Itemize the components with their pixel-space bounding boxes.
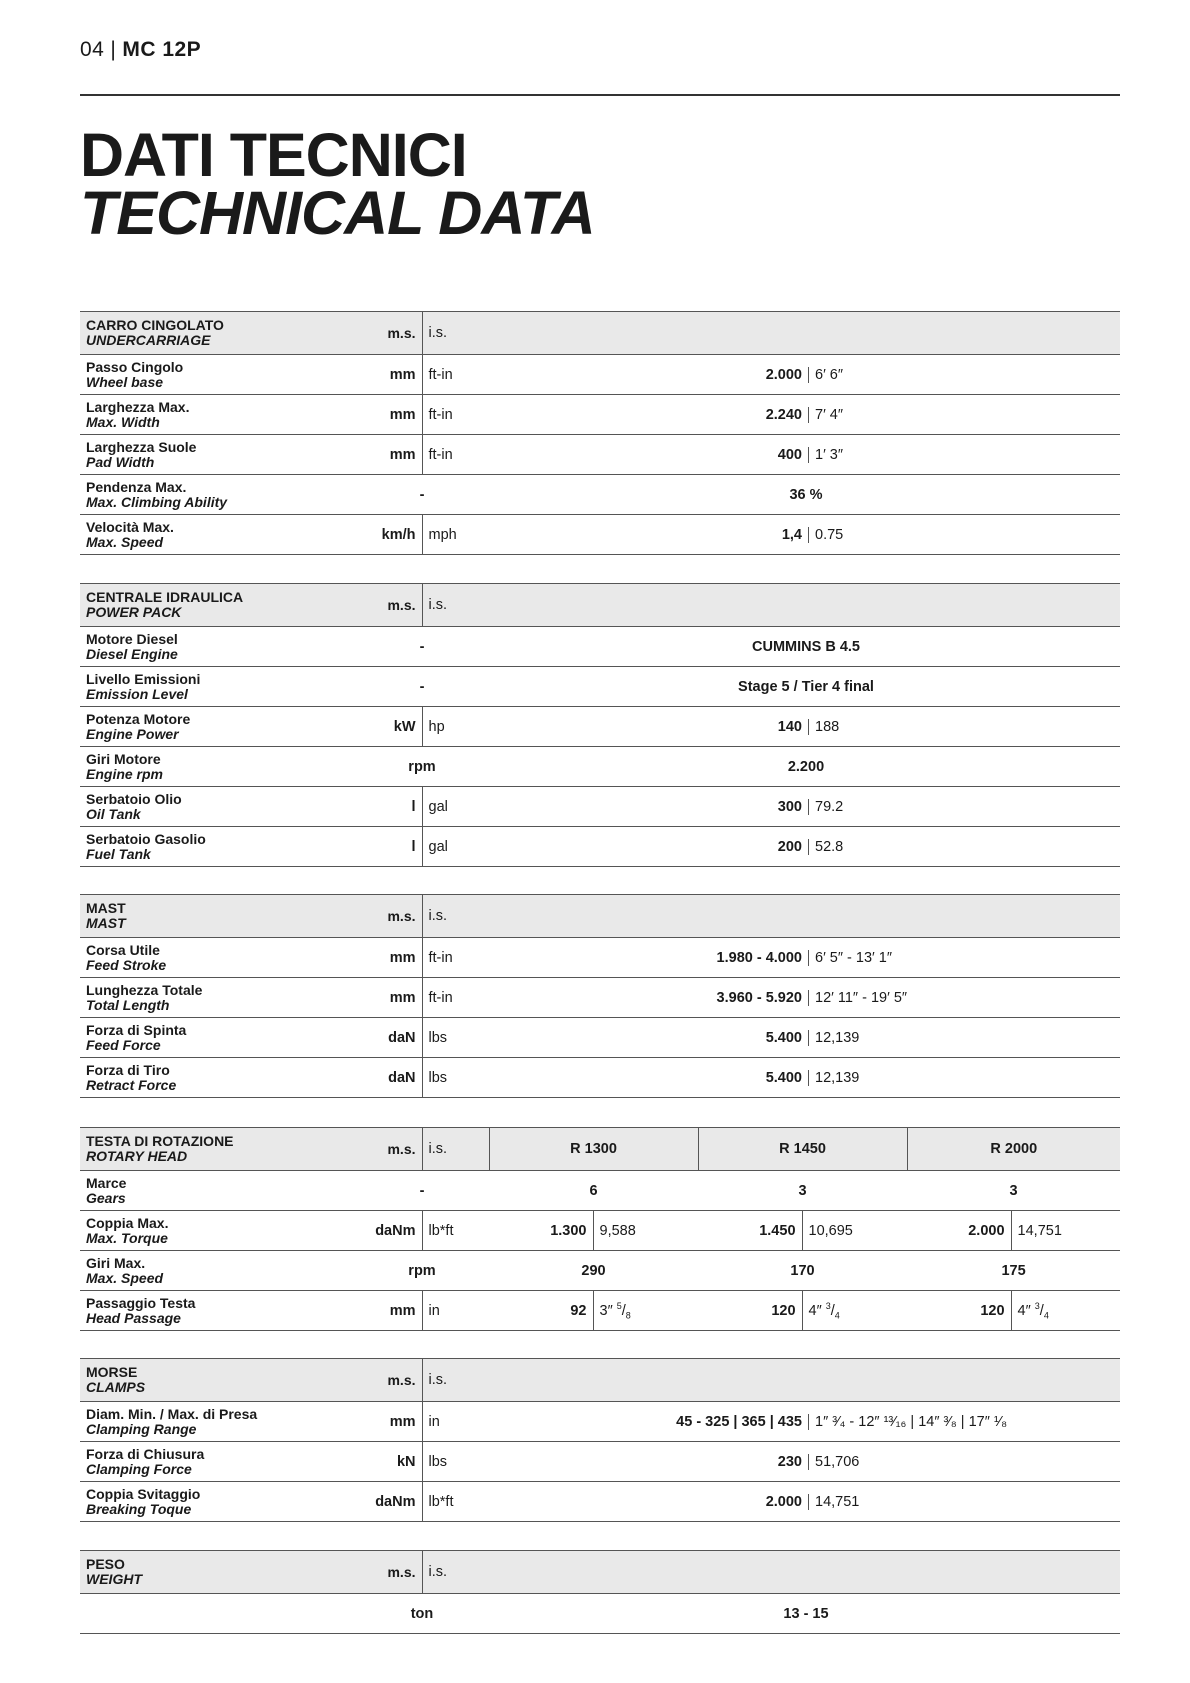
table-row: Velocità Max. Max. Speed km/h mph 1,4 0.75 (80, 515, 1120, 555)
rotary-head-table (80, 1127, 1120, 1331)
header-separator: | (110, 38, 117, 61)
table-row: Pendenza Max. Max. Climbing Ability - 36 % (80, 475, 1120, 515)
rotary-head-section (80, 1127, 1120, 1331)
section-title: PESO WEIGHT (80, 1551, 340, 1594)
table-row: Forza di Spinta Feed Force daN lbs 5.400 12,139 (80, 1018, 1120, 1058)
power-pack-section (80, 583, 1120, 867)
table-row: Diam. Min. / Max. di Presa Clamping Range mm in 45 - 325 | 365 | 435 1″ ³⁄₄ - 12″ ¹³⁄₁₆ | 14″ ³⁄₈ | 17″ ¹⁄₈ (80, 1402, 1120, 1442)
table-row: Larghezza Max. Max. Width mm ft-in 2.240 7′ 4″ (80, 395, 1120, 435)
section-header: MAST MAST m.s. i.s. (80, 895, 1120, 938)
table-row: Forza di Tiro Retract Force daN lbs 5.400 12,139 (80, 1058, 1120, 1098)
page-title (80, 121, 595, 247)
section-title: MAST MAST (80, 895, 340, 938)
undercarriage-section (80, 311, 1120, 555)
section-header: TESTA DI ROTAZIONE ROTARY HEAD m.s. i.s. R 1300 R 1450 R 2000 (80, 1128, 1120, 1171)
table-row: Serbatoio Olio Oil Tank l gal 300 79.2 (80, 787, 1120, 827)
section-title: CARRO CINGOLATO UNDERCARRIAGE (80, 312, 340, 355)
table-row: Giri Motore Engine rpm rpm 2.200 (80, 747, 1120, 787)
model-r1450: R 1450 (698, 1128, 907, 1171)
table-row: Larghezza Suole Pad Width mm ft-in 400 1′ 3″ (80, 435, 1120, 475)
table-row: Livello Emissioni Emission Level - Stage 5 / Tier 4 final (80, 667, 1120, 707)
mast-table (80, 894, 1120, 1098)
table-row: Forza di Chiusura Clamping Force kN lbs 230 51,706 (80, 1442, 1120, 1482)
section-title: TESTA DI ROTAZIONE ROTARY HEAD (80, 1128, 340, 1171)
ms-header: m.s. (340, 312, 422, 355)
weight-table (80, 1550, 1120, 1634)
model-name: MC 12P (122, 38, 202, 61)
header-rule (80, 94, 1120, 96)
clamps-section (80, 1358, 1120, 1522)
table-row: Passo Cingolo Wheel base mm ft-in 2.000 6′ 6″ (80, 355, 1120, 395)
page-header (80, 38, 201, 62)
table-row: Motore Diesel Diesel Engine - CUMMINS B 4.5 (80, 627, 1120, 667)
table-row: Marce Gears - 6 3 3 (80, 1171, 1120, 1211)
section-header: MORSE CLAMPS m.s. i.s. (80, 1359, 1120, 1402)
mast-section (80, 894, 1120, 1098)
is-header: i.s. (422, 312, 1120, 355)
table-row: Serbatoio Gasolio Fuel Tank l gal 200 52.8 (80, 827, 1120, 867)
table-row: Potenza Motore Engine Power kW hp 140 188 (80, 707, 1120, 747)
undercarriage-table (80, 311, 1120, 555)
section-title: CENTRALE IDRAULICA POWER PACK (80, 584, 340, 627)
title-english: TECHNICAL DATA (80, 179, 595, 247)
weight-section (80, 1550, 1120, 1634)
table-row: Giri Max. Max. Speed rpm 290 170 175 (80, 1251, 1120, 1291)
table-row: Coppia Svitaggio Breaking Toque daNm lb*ft 2.000 14,751 (80, 1482, 1120, 1522)
model-r2000: R 2000 (907, 1128, 1120, 1171)
page-number: 04 (80, 38, 105, 61)
section-header: PESO WEIGHT m.s. i.s. (80, 1551, 1120, 1594)
power-pack-table (80, 583, 1120, 867)
section-header: CENTRALE IDRAULICA POWER PACK m.s. i.s. (80, 584, 1120, 627)
clamps-table (80, 1358, 1120, 1522)
table-row: ton 13 - 15 (80, 1594, 1120, 1634)
table-row: Corsa Utile Feed Stroke mm ft-in 1.980 - 4.000 6′ 5″ - 13′ 1″ (80, 938, 1120, 978)
model-r1300: R 1300 (489, 1128, 698, 1171)
table-row: Coppia Max. Max. Torque daNm lb*ft 1.300 9,588 1.450 10,695 2.000 14,751 (80, 1211, 1120, 1251)
section-header (80, 312, 1120, 355)
table-row: Passaggio Testa Head Passage mm in 92 3″ $^5/_8$ 120 4″ $^3/_4$ 120 4″ $^3/_4$ (80, 1291, 1120, 1331)
table-row: Lunghezza Totale Total Length mm ft-in 3.960 - 5.920 12′ 11″ - 19′ 5″ (80, 978, 1120, 1018)
section-title: MORSE CLAMPS (80, 1359, 340, 1402)
title-italian: DATI TECNICI (80, 121, 467, 189)
